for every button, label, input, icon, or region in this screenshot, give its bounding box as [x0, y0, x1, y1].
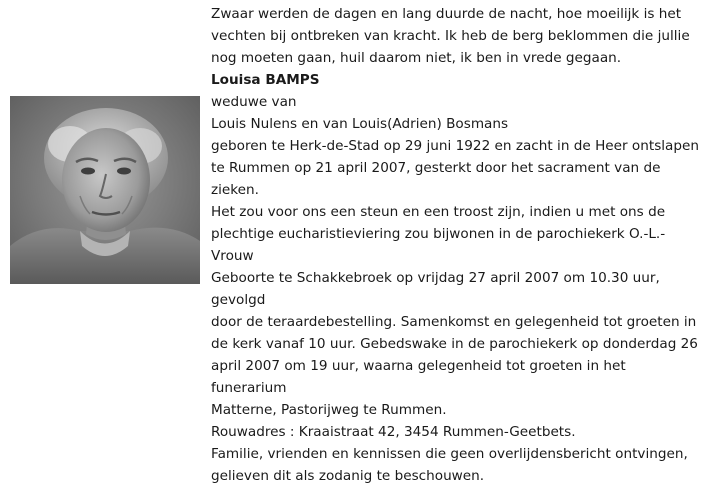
- deceased-name: Louisa BAMPS: [211, 72, 320, 88]
- widow-label: weduwe van: [211, 94, 297, 110]
- poem: [211, 3, 705, 69]
- portrait-photo: [10, 96, 200, 284]
- poem-line: vechten bij ontbreken van kracht. Ik heb de berg beklommen die jullie: [211, 28, 690, 44]
- service-line: Het zou voor ons een steun en een troost zijn, indien u met ons de: [211, 204, 666, 220]
- closing-note: [211, 443, 705, 487]
- service-line: plechtige eucharistieviering zou bijwonen in de parochiekerk O.-L.-Vrouw: [211, 226, 666, 264]
- service-details: [211, 201, 705, 421]
- mourning-address: Rouwadres : Kraaistraat 42, 3454 Rummen-Geetbets.: [211, 424, 576, 440]
- service-line: Matterne, Pastorijweg te Rummen.: [211, 402, 447, 418]
- birth-death-details: [211, 135, 705, 201]
- spouses: Louis Nulens en van Louis(Adrien) Bosmans: [211, 116, 509, 132]
- closing-line: gelieven dit als zodanig te beschouwen.: [211, 468, 485, 484]
- poem-line: nog moeten gaan, huil daarom niet, ik ben in vrede gegaan.: [211, 50, 622, 66]
- service-line: Geboorte te Schakkebroek op vrijdag 27 april 2007 om 10.30 uur, gevolgd: [211, 270, 660, 308]
- service-line: de kerk vanaf 10 uur. Gebedswake in de parochiekerk op donderdag 26: [211, 336, 698, 352]
- service-line: door de teraardebestelling. Samenkomst en gelegenheid tot groeten in: [211, 314, 697, 330]
- service-line: april 2007 om 19 uur, waarna gelegenheid tot groeten in het funerarium: [211, 358, 626, 396]
- birth-death-line: te Rummen op 21 april 2007, gesterkt door het sacrament van de zieken.: [211, 160, 661, 198]
- portrait-image: [10, 96, 200, 284]
- poem-line: Zwaar werden de dagen en lang duurde de nacht, hoe moeilijk is het: [211, 6, 682, 22]
- birth-death-line: geboren te Herk-de-Stad op 29 juni 1922 en zacht in de Heer ontslapen: [211, 138, 699, 154]
- closing-line: Familie, vrienden en kennissen die geen overlijdensbericht ontvingen,: [211, 446, 688, 462]
- obituary-text: [211, 3, 705, 487]
